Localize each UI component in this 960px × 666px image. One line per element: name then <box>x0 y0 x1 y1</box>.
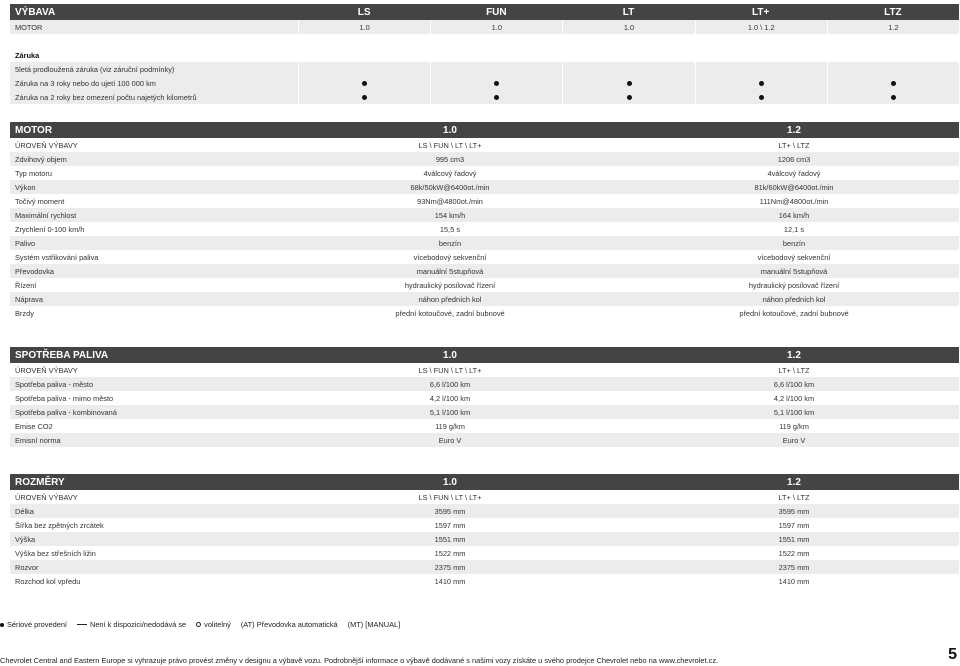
motor-title: MOTOR <box>15 124 53 136</box>
spec-row <box>10 363 959 377</box>
spec-value: 5,1 l/100 km <box>429 407 471 417</box>
legend-text: volitelný <box>204 620 231 629</box>
spec-value: 68k/50kW@6400ot./min <box>410 182 490 192</box>
spec-label: Výkon <box>15 182 36 192</box>
spec-label: Systém vstřikování paliva <box>15 252 99 262</box>
spec-row <box>10 391 959 405</box>
spec-value: 6,6 l/100 km <box>429 379 471 389</box>
spec-value: náhon předních kol <box>762 294 826 304</box>
motor-val: 1.0 <box>562 20 694 34</box>
spec-value: 1410 mm <box>434 576 466 586</box>
spec-value: hydraulický posilovač řízení <box>748 280 840 290</box>
warranty-row <box>10 76 959 90</box>
fuel-consumption-table <box>10 347 959 447</box>
warranty-label: 5letá prodloužená záruka (viz záruční podmínky) <box>15 64 175 74</box>
section-row <box>10 48 959 62</box>
spec-value: LS \ FUN \ LT \ LT+ <box>418 492 482 502</box>
spec-value: 4válcový řadový <box>423 168 477 178</box>
spec-label: Emisní norma <box>15 435 61 445</box>
spec-label: Palivo <box>15 238 36 248</box>
legend-optional <box>196 620 231 629</box>
standard-dot-icon <box>891 95 896 100</box>
spec-label: Spotřeba paliva - kombinovaná <box>15 407 117 417</box>
spec-value: LS \ FUN \ LT \ LT+ <box>418 365 482 375</box>
standard-dot-icon <box>627 95 632 100</box>
spec-value: Euro V <box>782 435 806 445</box>
spec-value: benzín <box>438 238 462 248</box>
legend-at <box>241 620 338 629</box>
footnote: Chevrolet Central and Eastern Europe si vyhrazuje právo provést změny v designu a výbavě vozu. Podrobnější informace o výbavě dodávané s našimi vozy získáte u svého prodejce Chevrolet nebo na www.chevrolet.cz. <box>0 656 719 665</box>
spec-value: 154 km/h <box>434 210 466 220</box>
spec-value: 1551 mm <box>778 534 810 544</box>
spec-label: ÚROVEŇ VÝBAVY <box>15 492 78 502</box>
spec-value: 2375 mm <box>778 562 810 572</box>
standard-dot-icon <box>0 623 4 627</box>
spec-row <box>10 405 959 419</box>
motor-val: 1.0 <box>298 20 430 34</box>
standard-dot-icon <box>362 95 367 100</box>
spec-label: Brzdy <box>15 308 34 318</box>
spec-value: LT+ \ LTZ <box>778 492 810 502</box>
legend-na <box>77 620 186 629</box>
col-1-0: 1.0 <box>443 124 457 136</box>
col-1-2: 1.2 <box>787 349 801 361</box>
spec-row <box>10 532 959 546</box>
motor-row <box>10 20 959 34</box>
spec-value: 119 g/km <box>435 421 465 431</box>
spec-label: Maximální rychlost <box>15 210 77 220</box>
spec-label: Spotřeba paliva - mimo město <box>15 393 114 403</box>
warranty-row <box>10 62 959 76</box>
spec-value: 6,6 l/100 km <box>773 379 815 389</box>
spec-label: Rozvor <box>15 562 39 572</box>
spec-row <box>10 490 959 504</box>
warranty-label: Záruka na 3 roky nebo do ujetí 100 000 km <box>15 78 156 88</box>
spec-value: 111Nm@4800ot./min <box>759 196 829 206</box>
motor-label: MOTOR <box>15 22 43 32</box>
spec-row <box>10 138 959 152</box>
spacer-row <box>10 34 959 48</box>
legend-mt <box>348 620 401 629</box>
spec-row <box>10 504 959 518</box>
spec-value: 1206 cm3 <box>777 154 811 164</box>
spec-value: 4,2 l/100 km <box>773 393 815 403</box>
col-1-0: 1.0 <box>443 476 457 488</box>
spec-value: 93Nm@4800ot./min <box>417 196 483 206</box>
spec-row <box>10 278 959 292</box>
spec-row <box>10 306 959 320</box>
spec-label: Spotřeba paliva - město <box>15 379 94 389</box>
warranty-label: Záruka na 2 roky bez omezení počtu najetých kilometrů <box>15 92 197 102</box>
standard-dot-icon <box>362 81 367 86</box>
equipment-title: VÝBAVA <box>15 6 56 18</box>
spec-value: 15,5 s <box>439 224 461 234</box>
spec-value: 1551 mm <box>434 534 466 544</box>
spec-row <box>10 208 959 222</box>
legend-text: Není k dispozici/nedodává se <box>89 620 187 629</box>
spec-value: 81k/60kW@6400ot./min <box>754 182 834 192</box>
spec-row <box>10 236 959 250</box>
spec-value: 995 cm3 <box>435 154 465 164</box>
spec-label: ÚROVEŇ VÝBAVY <box>15 140 78 150</box>
col-ls: LS <box>357 6 371 18</box>
spec-label: Výška bez střešních ližin <box>15 548 96 558</box>
spec-value: 3595 mm <box>434 506 466 516</box>
col-fun: FUN <box>486 6 507 18</box>
spec-value: manuální 5stupňová <box>416 266 484 276</box>
motor-header <box>10 122 959 138</box>
standard-dot-icon <box>759 95 764 100</box>
spec-label: Výška <box>15 534 36 544</box>
spec-value: 119 g/km <box>779 421 809 431</box>
dimensions-title: ROZMĚRY <box>15 476 65 488</box>
legend-standard <box>0 620 67 629</box>
spec-value: náhon předních kol <box>418 294 482 304</box>
legend <box>0 620 400 629</box>
spec-value: 4,2 l/100 km <box>429 393 471 403</box>
motor-table <box>10 122 959 320</box>
page-number: 5 <box>948 646 957 663</box>
spec-value: LT+ \ LTZ <box>778 365 810 375</box>
fuel-header <box>10 347 959 363</box>
spec-value: 1522 mm <box>434 548 466 558</box>
spec-value: přední kotoučové, zadní bubnové <box>395 308 505 318</box>
spec-label: ÚROVEŇ VÝBAVY <box>15 365 78 375</box>
spec-label: Emise CO2 <box>15 421 53 431</box>
spec-row <box>10 152 959 166</box>
legend-text: Sériové provedení <box>7 620 67 629</box>
spec-row <box>10 419 959 433</box>
spec-label: Zrychlení 0-100 km/h <box>15 224 85 234</box>
warranty-row <box>10 90 959 104</box>
col-1-2: 1.2 <box>787 476 801 488</box>
spec-value: 1597 mm <box>434 520 466 530</box>
standard-dot-icon <box>891 81 896 86</box>
col-1-2: 1.2 <box>787 124 801 136</box>
spec-row <box>10 194 959 208</box>
spec-row <box>10 574 959 588</box>
equipment-table <box>10 4 959 104</box>
fuel-title: SPOTŘEBA PALIVA <box>15 349 109 361</box>
spec-label: Zdvihový objem <box>15 154 67 164</box>
standard-dot-icon <box>494 81 499 86</box>
spec-value: hydraulický posilovač řízení <box>404 280 496 290</box>
spec-value: 1522 mm <box>778 548 810 558</box>
spec-row <box>10 250 959 264</box>
col-ltz: LTZ <box>884 6 902 18</box>
spec-label: Náprava <box>15 294 43 304</box>
spec-value: vícebodový sekvenční <box>413 252 487 262</box>
ring-icon <box>196 622 201 627</box>
equipment-header <box>10 4 959 20</box>
spec-value: 164 km/h <box>778 210 810 220</box>
spec-row <box>10 518 959 532</box>
spec-row <box>10 546 959 560</box>
spec-row <box>10 222 959 236</box>
dash-icon <box>77 624 87 625</box>
spec-value: LS \ FUN \ LT \ LT+ <box>418 140 482 150</box>
standard-dot-icon <box>759 81 764 86</box>
standard-dot-icon <box>627 81 632 86</box>
spec-value: benzín <box>782 238 806 248</box>
spec-label: Šířka bez zpětných zrcátek <box>15 520 104 530</box>
spec-row <box>10 292 959 306</box>
spec-value: 5,1 l/100 km <box>773 407 815 417</box>
dimensions-header <box>10 474 959 490</box>
spec-value: přední kotoučové, zadní bubnové <box>739 308 849 318</box>
spec-row <box>10 166 959 180</box>
spec-row <box>10 433 959 447</box>
spec-value: 12,1 s <box>783 224 805 234</box>
col-ltplus: LT+ <box>752 6 770 18</box>
spec-value: 3595 mm <box>778 506 810 516</box>
spec-label: Řízení <box>15 280 37 290</box>
spec-value: 1597 mm <box>778 520 810 530</box>
col-lt: LT <box>622 6 635 18</box>
spec-value: LT+ \ LTZ <box>778 140 810 150</box>
spec-value: Euro V <box>438 435 462 445</box>
spec-value: manuální 5stupňová <box>760 266 828 276</box>
col-1-0: 1.0 <box>443 349 457 361</box>
legend-text: (MT) [MANUAL] <box>347 620 401 629</box>
spec-label: Rozchod kol vpředu <box>15 576 81 586</box>
spec-value: vícebodový sekvenční <box>757 252 831 262</box>
spec-row <box>10 560 959 574</box>
legend-text: (AT) Převodovka automatická <box>240 620 338 629</box>
spec-label: Délka <box>15 506 34 516</box>
dimensions-table <box>10 474 959 588</box>
spec-label: Převodovka <box>15 266 55 276</box>
spec-label: Točivý moment <box>15 196 65 206</box>
spec-value: 4válcový řadový <box>767 168 821 178</box>
spec-value: 1410 mm <box>778 576 810 586</box>
motor-val: 1.0 <box>430 20 562 34</box>
spec-row <box>10 264 959 278</box>
motor-val: 1.2 <box>827 20 959 34</box>
spec-row <box>10 377 959 391</box>
spec-row <box>10 180 959 194</box>
standard-dot-icon <box>494 95 499 100</box>
spec-label: Typ motoru <box>15 168 52 178</box>
section-title: Záruka <box>15 50 40 60</box>
spec-value: 2375 mm <box>434 562 466 572</box>
motor-val: 1.0 \ 1.2 <box>695 20 827 34</box>
